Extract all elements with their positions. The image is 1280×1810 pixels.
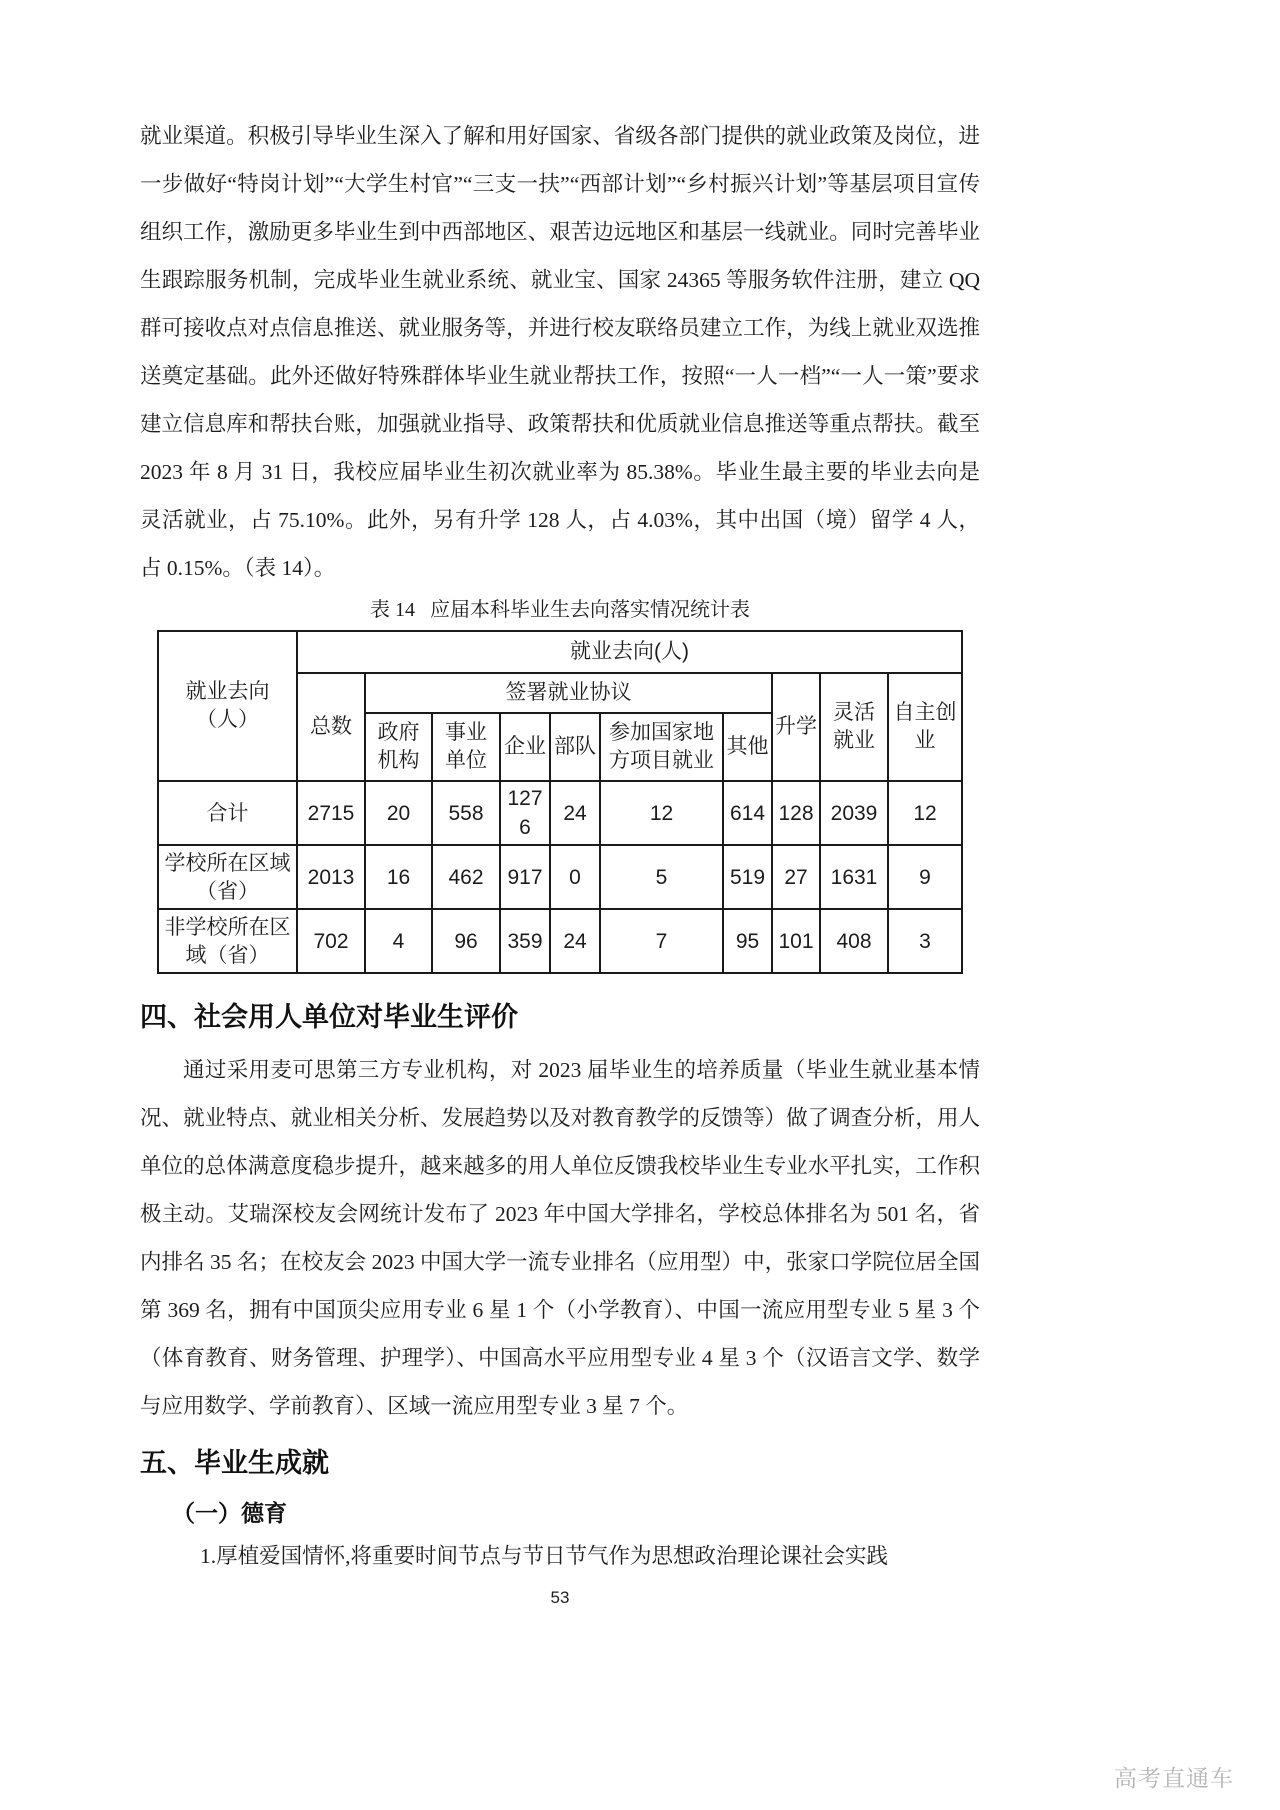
cell-national-program: 12	[600, 781, 723, 845]
table-14-caption: 表 14 应届本科毕业生去向落实情况统计表	[370, 599, 750, 621]
section-4-heading: 四、社会用人单位对毕业生评价	[140, 1002, 518, 1032]
table-row	[158, 909, 962, 973]
row-label: 合计	[158, 781, 297, 845]
header-total: 总数	[297, 673, 365, 781]
cell-army: 0	[550, 845, 600, 909]
cell-other: 519	[723, 845, 772, 909]
cell-enterprise: 359	[500, 909, 550, 973]
cell-enterprise: 917	[500, 845, 550, 909]
section-5-heading: 五、毕业生成就	[140, 1448, 329, 1478]
table-row	[158, 781, 962, 845]
cell-self-employment: 12	[888, 781, 962, 845]
cell-flexible: 1631	[820, 845, 888, 909]
table-header-row-1	[158, 631, 962, 673]
cell-further-study: 101	[772, 909, 820, 973]
page-number: 53	[550, 1588, 570, 1607]
row-label: 学校所在区域（省）	[158, 845, 297, 909]
header-flexible-employment: 灵活就业	[820, 673, 888, 781]
page-content	[140, 0, 980, 1608]
cell-further-study: 128	[772, 781, 820, 845]
cell-further-study: 27	[772, 845, 820, 909]
header-national-program: 参加国家地方项目就业	[600, 713, 723, 781]
table-row	[158, 845, 962, 909]
cell-self-employment: 9	[888, 845, 962, 909]
cell-government: 16	[365, 845, 432, 909]
header-corner: 就业去向（人）	[158, 631, 297, 781]
cell-total: 702	[297, 909, 365, 973]
cell-flexible: 2039	[820, 781, 888, 845]
cell-army: 24	[550, 909, 600, 973]
cell-army: 24	[550, 781, 600, 845]
cell-national-program: 7	[600, 909, 723, 973]
cell-total: 2715	[297, 781, 365, 845]
cell-self-employment: 3	[888, 909, 962, 973]
header-self-employment: 自主创业	[888, 673, 962, 781]
header-agreement-group: 签署就业协议	[365, 673, 772, 713]
cell-national-program: 5	[600, 845, 723, 909]
cell-institution: 96	[432, 909, 500, 973]
cell-enterprise: 1276	[500, 781, 550, 845]
header-enterprise: 企业	[500, 713, 550, 781]
header-government: 政府机构	[365, 713, 432, 781]
paragraph-employer-evaluation: 通过采用麦可思第三方专业机构，对 2023 届毕业生的培养质量（毕业生就业基本情况、就业特点、就业相关分析、发展趋势以及对教育教学的反馈等）做了调查分析，用人单位的总体满意度稳步提升，越来越多的用人单位反馈我校毕业生专业水平扎实，工作积极主动。艾瑞深校友会网统计发布了 2023 年中国大学排名，学校总体排名为 501 名，省内排名 35 名；在校友会 2023 中国大学一流专业排名（应用型）中，张家口学院位居全国第 369 名，拥有中国顶尖应用专业 6 星 1 个（小学教育）、中国一流应用型专业 5 星 3 个（体育教育、财务管理、护理学）、中国高水平应用型专业 4 星 3 个（汉语言文学、数学与应用数学、学前教育）、区域一流应用型专业 3 星 7 个。	[140, 1058, 980, 1418]
table-14-employment-destinations	[157, 630, 963, 974]
paragraph-moral-education-item-1: 1.厚植爱国情怀,将重要时间节点与节日节气作为思想政治理论课社会实践	[200, 1544, 889, 1568]
header-group-top: 就业去向(人)	[297, 631, 962, 673]
paragraph-employment-measures: 就业渠道。积极引导毕业生深入了解和用好国家、省级各部门提供的就业政策及岗位，进一步做好“特岗计划”“大学生村官”“三支一扶”“西部计划”“乡村振兴计划”等基层项目宣传组织工作，激励更多毕业生到中西部地区、艰苦边远地区和基层一线就业。同时完善毕业生跟踪服务机制，完成毕业生就业系统、就业宝、国家 24365 等服务软件注册，建立 QQ 群可接收点对点信息推送、就业服务等，并进行校友联络员建立工作，为线上就业双选推送奠定基础。此外还做好特殊群体毕业生就业帮扶工作，按照“一人一档”“一人一策”要求建立信息库和帮扶台账，加强就业指导、政策帮扶和优质就业信息推送等重点帮扶。截至 2023 年 8 月 31 日，我校应届毕业生初次就业率为 85.38%。毕业生最主要的毕业去向是灵活就业，占 75.10%。此外，另有升学 128 人，占 4.03%，其中出国（境）留学 4 人，占 0.15%。（表 14）。	[140, 124, 980, 580]
cell-other: 614	[723, 781, 772, 845]
header-other: 其他	[723, 713, 772, 781]
cell-total: 2013	[297, 845, 365, 909]
header-further-study: 升学	[772, 673, 820, 781]
cell-institution: 462	[432, 845, 500, 909]
row-label: 非学校所在区域（省）	[158, 909, 297, 973]
subsection-moral-education-heading: （一）德育	[172, 1500, 287, 1526]
header-institution: 事业单位	[432, 713, 500, 781]
watermark: 高考直通车	[1114, 1765, 1234, 1791]
cell-institution: 558	[432, 781, 500, 845]
cell-government: 20	[365, 781, 432, 845]
cell-flexible: 408	[820, 909, 888, 973]
header-army: 部队	[550, 713, 600, 781]
cell-other: 95	[723, 909, 772, 973]
cell-government: 4	[365, 909, 432, 973]
